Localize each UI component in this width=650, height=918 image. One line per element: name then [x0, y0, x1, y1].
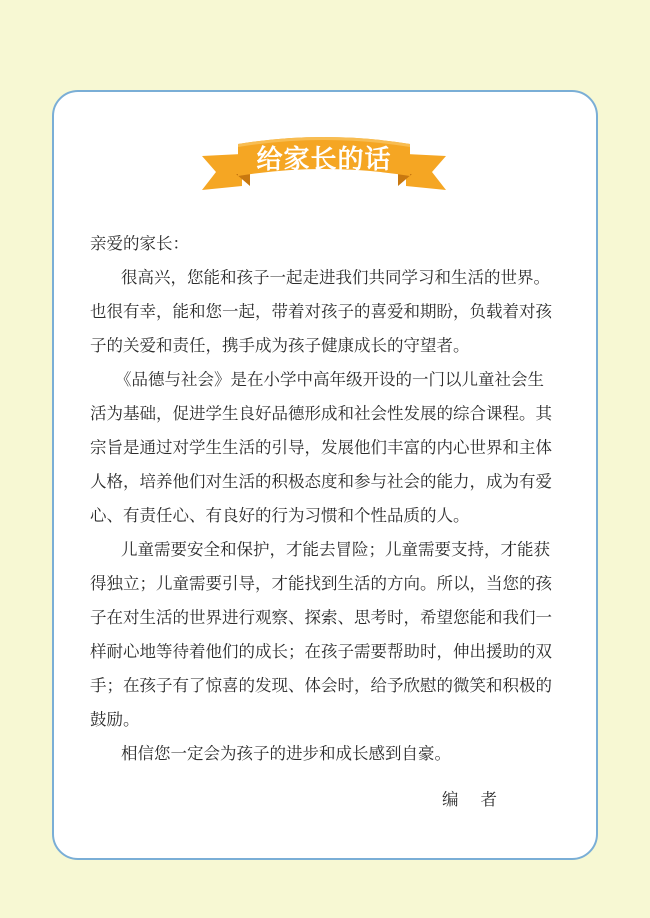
paragraph-line: 宗旨是通过对学生生活的引导，发展他们丰富的内心世界和主体: [90, 438, 552, 457]
paragraph-line: 子的关爱和责任，携手成为孩子健康成长的守望者。: [90, 336, 470, 355]
paragraph-line: 手；在孩子有了惊喜的发现、体会时，给予欣慰的微笑和积极的: [90, 676, 552, 695]
paragraph-line: 相信您一定会为孩子的进步和成长感到自豪。: [121, 744, 451, 763]
salutation: 亲爱的家长：: [90, 234, 189, 253]
paragraph-line: 活为基础，促进学生良好品德形成和社会性发展的综合课程。其: [90, 404, 552, 423]
paragraph-line: 得独立；儿童需要引导，才能找到生活的方向。所以，当您的孩: [90, 574, 552, 593]
paragraph-line: 人格，培养他们对生活的积极态度和参与社会的能力，成为有爱: [90, 472, 552, 491]
page-title: 给家长的话: [256, 145, 392, 175]
paragraph-line: 也很有幸，能和您一起，带着对孩子的喜爱和期盼，负载着对孩: [90, 302, 552, 321]
signature: 编者: [442, 790, 519, 809]
title-ribbon: [198, 130, 450, 202]
paragraph-line: 子在对生活的世界进行观察、探索、思考时，希望您能和我们一: [90, 608, 552, 627]
paragraph-line: 《品德与社会》是在小学中高年级开设的一门以儿童社会生: [115, 370, 544, 389]
paragraph-line: 心、有责任心、有良好的行为习惯和个性品质的人。: [90, 506, 470, 525]
paragraph-line: 很高兴，您能和孩子一起走进我们共同学习和生活的世界。: [121, 268, 550, 287]
paragraph-line: 儿童需要安全和保护，才能去冒险；儿童需要支持，才能获: [121, 540, 550, 559]
paragraph-line: 鼓励。: [90, 710, 140, 729]
paragraph-line: 样耐心地等待着他们的成长；在孩子需要帮助时，伸出援助的双: [90, 642, 552, 661]
